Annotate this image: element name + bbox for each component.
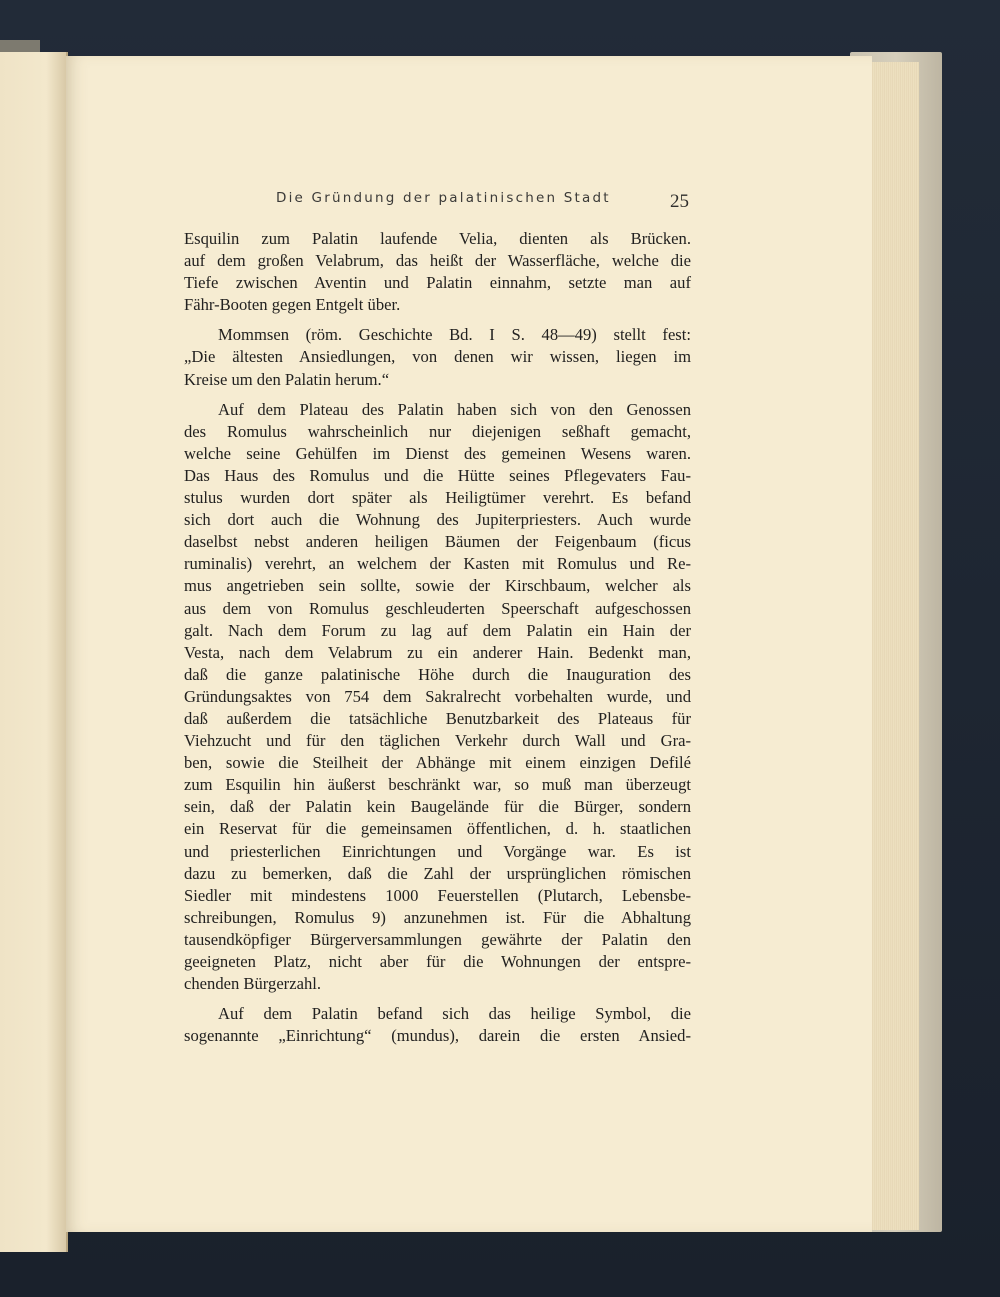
text-line: auf dem großen Velabrum, das heißt der Wasserfläche, welche die xyxy=(184,251,691,271)
previous-page-edge xyxy=(0,52,68,1252)
paragraph-gap xyxy=(184,391,691,399)
text-line: schreibungen, Romulus 9) anzunehmen ist. Für die Abhaltung xyxy=(184,907,691,927)
text-line: und priesterlichen Einrichtungen und Vorgänge war. Es ist xyxy=(184,841,691,861)
text-line: stulus wurden dort später als Heiligtümer verehrt. Es befand xyxy=(184,488,691,508)
text-line: Auf dem Palatin befand sich das heilige Symbol, die xyxy=(218,1004,691,1024)
paragraph xyxy=(184,324,691,390)
text-line: sein, daß der Palatin kein Baugelände für die Bürger, sondern xyxy=(184,797,691,817)
paragraph-gap xyxy=(184,316,691,324)
text-line: ein Reservat für die gemeinsamen öffentlichen, d. h. staatlichen xyxy=(184,819,691,839)
text-line: welche seine Gehülfen im Dienst des gemeinen Wesens waren. xyxy=(184,443,691,463)
text-line: Viehzucht und für den täglichen Verkehr durch Wall und Gra- xyxy=(184,731,691,751)
text-line: daß außerdem die tatsächliche Benutzbarkeit des Plateaus für xyxy=(184,708,691,728)
text-line: Esquilin zum Palatin laufende Velia, dienten als Brücken. xyxy=(184,229,691,248)
paragraph xyxy=(184,399,691,996)
text-line: Vesta, nach dem Velabrum zu ein anderer Hain. Bedenkt man, xyxy=(184,642,691,662)
paragraph xyxy=(184,228,691,316)
text-line: mus angetrieben sein sollte, sowie der Kirschbaum, welcher als xyxy=(184,576,691,596)
text-line: Das Haus des Romulus und die Hütte seines Pflegevaters Fau- xyxy=(184,465,691,485)
text-line: daselbst nebst anderen heiligen Bäumen der Feigenbaum (ficus xyxy=(184,532,691,552)
text-line: geeigneten Platz, nicht aber für die Wohnungen der entspre- xyxy=(184,952,691,971)
text-line: ben, sowie die Steilheit der Abhänge mit einem einzigen Defilé xyxy=(184,753,691,773)
text-line: sogenannte „Einrichtung“ (mundus), darein die ersten Ansied- xyxy=(184,1026,691,1046)
text-line: ruminalis) verehrt, an welchem der Kasten mit Romulus und Re- xyxy=(184,554,691,574)
text-line: Kreise um den Palatin herum.“ xyxy=(184,369,390,389)
text-line: „Die ältesten Ansiedlungen, von denen wir wissen, liegen im xyxy=(184,347,691,367)
text-line: Mommsen (röm. Geschichte Bd. I S. 48—49) stellt fest: xyxy=(218,325,691,345)
body-text xyxy=(184,228,691,1047)
text-line: sich dort auch die Wohnung des Jupiterpriesters. Auch wurde xyxy=(184,510,691,530)
text-line: chenden Bürgerzahl. xyxy=(184,974,321,994)
text-line: des Romulus wahrscheinlich nur diejenigen seßhaft gemacht, xyxy=(184,421,691,441)
running-head: Die Gründung der palatinischen Stadt xyxy=(276,190,611,206)
text-line: Fähr-Booten gegen Entgelt über. xyxy=(184,295,401,315)
text-line: Siedler mit mindestens 1000 Feuerstellen (Plutarch, Lebensbe- xyxy=(184,885,691,905)
paragraph xyxy=(184,1003,691,1047)
text-line: Tiefe zwischen Aventin und Palatin einnahm, setzte man auf xyxy=(184,273,691,293)
text-line: Gründungsaktes von 754 dem Sakralrecht vorbehalten wurde, und xyxy=(184,686,691,706)
text-line: daß die ganze palatinische Höhe durch die Inauguration des xyxy=(184,664,691,684)
text-line: aus dem von Romulus geschleuderten Speerschaft aufgeschossen xyxy=(184,598,691,618)
text-line: zum Esquilin hin äußerst beschränkt war, so muß man überzeugt xyxy=(184,775,691,795)
paragraph-gap xyxy=(184,995,691,1003)
text-line: galt. Nach dem Forum zu lag auf dem Palatin ein Hain der xyxy=(184,620,691,640)
text-line: dazu zu bemerken, daß die Zahl der ursprünglichen römischen xyxy=(184,863,691,883)
page-fore-edge xyxy=(868,62,919,1230)
text-line: tausendköpfiger Bürgerversammlungen gewährte der Palatin den xyxy=(184,929,691,949)
text-line: Auf dem Plateau des Palatin haben sich von den Genossen xyxy=(218,399,691,419)
page-number: 25 xyxy=(670,191,689,212)
